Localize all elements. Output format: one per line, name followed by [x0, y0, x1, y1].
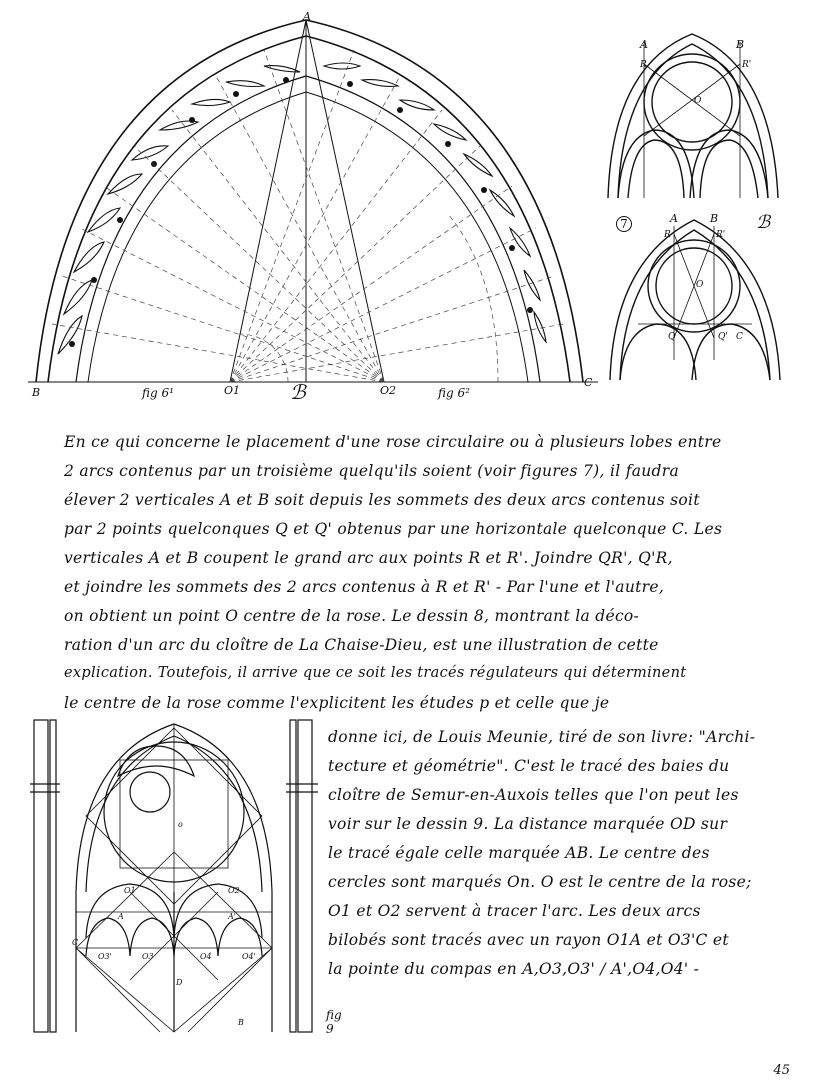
point-label-O1: O1 [124, 886, 136, 895]
page-number: 45 [773, 1063, 790, 1078]
figure-9-cloister-bay [28, 716, 342, 1036]
point-label-B: B [32, 386, 41, 399]
point-label-O2: O2 [380, 384, 397, 397]
point-label-O: o [178, 820, 183, 829]
point-label-R-prime: R' [716, 230, 726, 240]
text-line: on obtient un point O centre de la rose. Le dessin 8, montrant la déco- [64, 607, 640, 625]
figure-7-lower [602, 210, 787, 382]
figure-6-pointed-arch [28, 10, 603, 404]
text-line: tecture et géométrie". C'est le tracé des baies du [328, 757, 730, 775]
point-label-C: C [72, 938, 79, 947]
text-line: le tracé égale celle marquée AB. Le centre des [328, 844, 710, 862]
point-label-B: B [238, 1018, 244, 1027]
text-line: la pointe du compas en A,O3,O3' / A',O4,O4' - [328, 960, 700, 978]
text-line: et joindre les sommets des 2 arcs contenus à R et R' - Par l'une et l'autre, [64, 578, 665, 596]
point-label-O3: O3 [142, 952, 154, 961]
text-line: En ce qui concerne le placement d'une rose circulaire ou à plusieurs lobes entre [64, 433, 722, 451]
point-label-A: A [670, 212, 678, 225]
point-label-Q-prime: Q' [718, 332, 728, 342]
point-label-O4: O4 [200, 952, 212, 961]
point-label-O: O [696, 280, 704, 290]
point-label-R: R [640, 60, 647, 70]
point-label-R-prime: R' [742, 60, 752, 70]
point-label-Q: Q [668, 332, 676, 342]
arch-drawing [28, 14, 603, 404]
point-label-O4-prime: O4' [242, 952, 256, 961]
figure-caption-6b: fig 6² [438, 386, 470, 400]
point-label-O1: O1 [224, 384, 241, 397]
point-label-B: B [710, 212, 719, 225]
point-label-C: C [736, 332, 743, 342]
point-label-C: C [584, 376, 593, 389]
point-label-O2: O2 [228, 886, 240, 895]
text-line: élever 2 verticales A et B soit depuis les sommets des deux arcs contenus soit [64, 491, 700, 509]
rose-diagram-lower [602, 210, 787, 382]
point-label-A: A [118, 912, 124, 921]
point-label-A: A [303, 10, 311, 23]
figure-caption-6a: fig 6¹ [142, 386, 174, 400]
point-label-O3-prime: O3' [98, 952, 112, 961]
point-label-R: R [664, 230, 671, 240]
text-line: donne ici, de Louis Meunie, tiré de son livre: "Archi- [328, 728, 756, 746]
text-line: O1 et O2 servent à tracer l'arc. Les deux arcs [328, 902, 701, 920]
text-line: 2 arcs contenus par un troisième quelqu'ils soient (voir figures 7), il faudra [64, 462, 680, 480]
text-line: ration d'un arc du cloître de La Chaise-Dieu, est une illustration de cette [64, 636, 659, 654]
rose-diagram-upper [602, 26, 787, 200]
point-label-A-prime: A' [228, 912, 236, 921]
bay-construction-drawing [28, 716, 328, 1036]
text-line: verticales A et B coupent le grand arc aux points R et R'. Joindre QR', Q'R, [64, 549, 673, 567]
text-line: voir sur le dessin 9. La distance marquée OD sur [328, 815, 728, 833]
monogram: ℬ [290, 380, 306, 404]
point-label-D: D [176, 978, 183, 987]
text-line: bilobés sont tracés avec un rayon O1A et O3'C et [328, 931, 729, 949]
text-line: cercles sont marqués On. O est le centre de la rose; [328, 873, 752, 891]
point-label-O: O [694, 96, 702, 106]
text-line: cloître de Semur-en-Auxois telles que l'on peut les [328, 786, 739, 804]
text-line: le centre de la rose comme l'explicitent les études p et celle que je [64, 694, 610, 712]
figure-caption-9: fig 9 [326, 1008, 342, 1036]
figure-number: 7 [616, 216, 632, 232]
point-label-A: A [640, 38, 648, 51]
text-line: par 2 points quelconques Q et Q' obtenus par une horizontale quelconque C. Les [64, 520, 723, 538]
figure-7-upper [602, 26, 787, 200]
point-label-B: B [736, 38, 745, 51]
text-line: explication. Toutefois, il arrive que ce soit les tracés régulateurs qui déterminent [64, 665, 687, 681]
monogram: ℬ [756, 212, 771, 233]
